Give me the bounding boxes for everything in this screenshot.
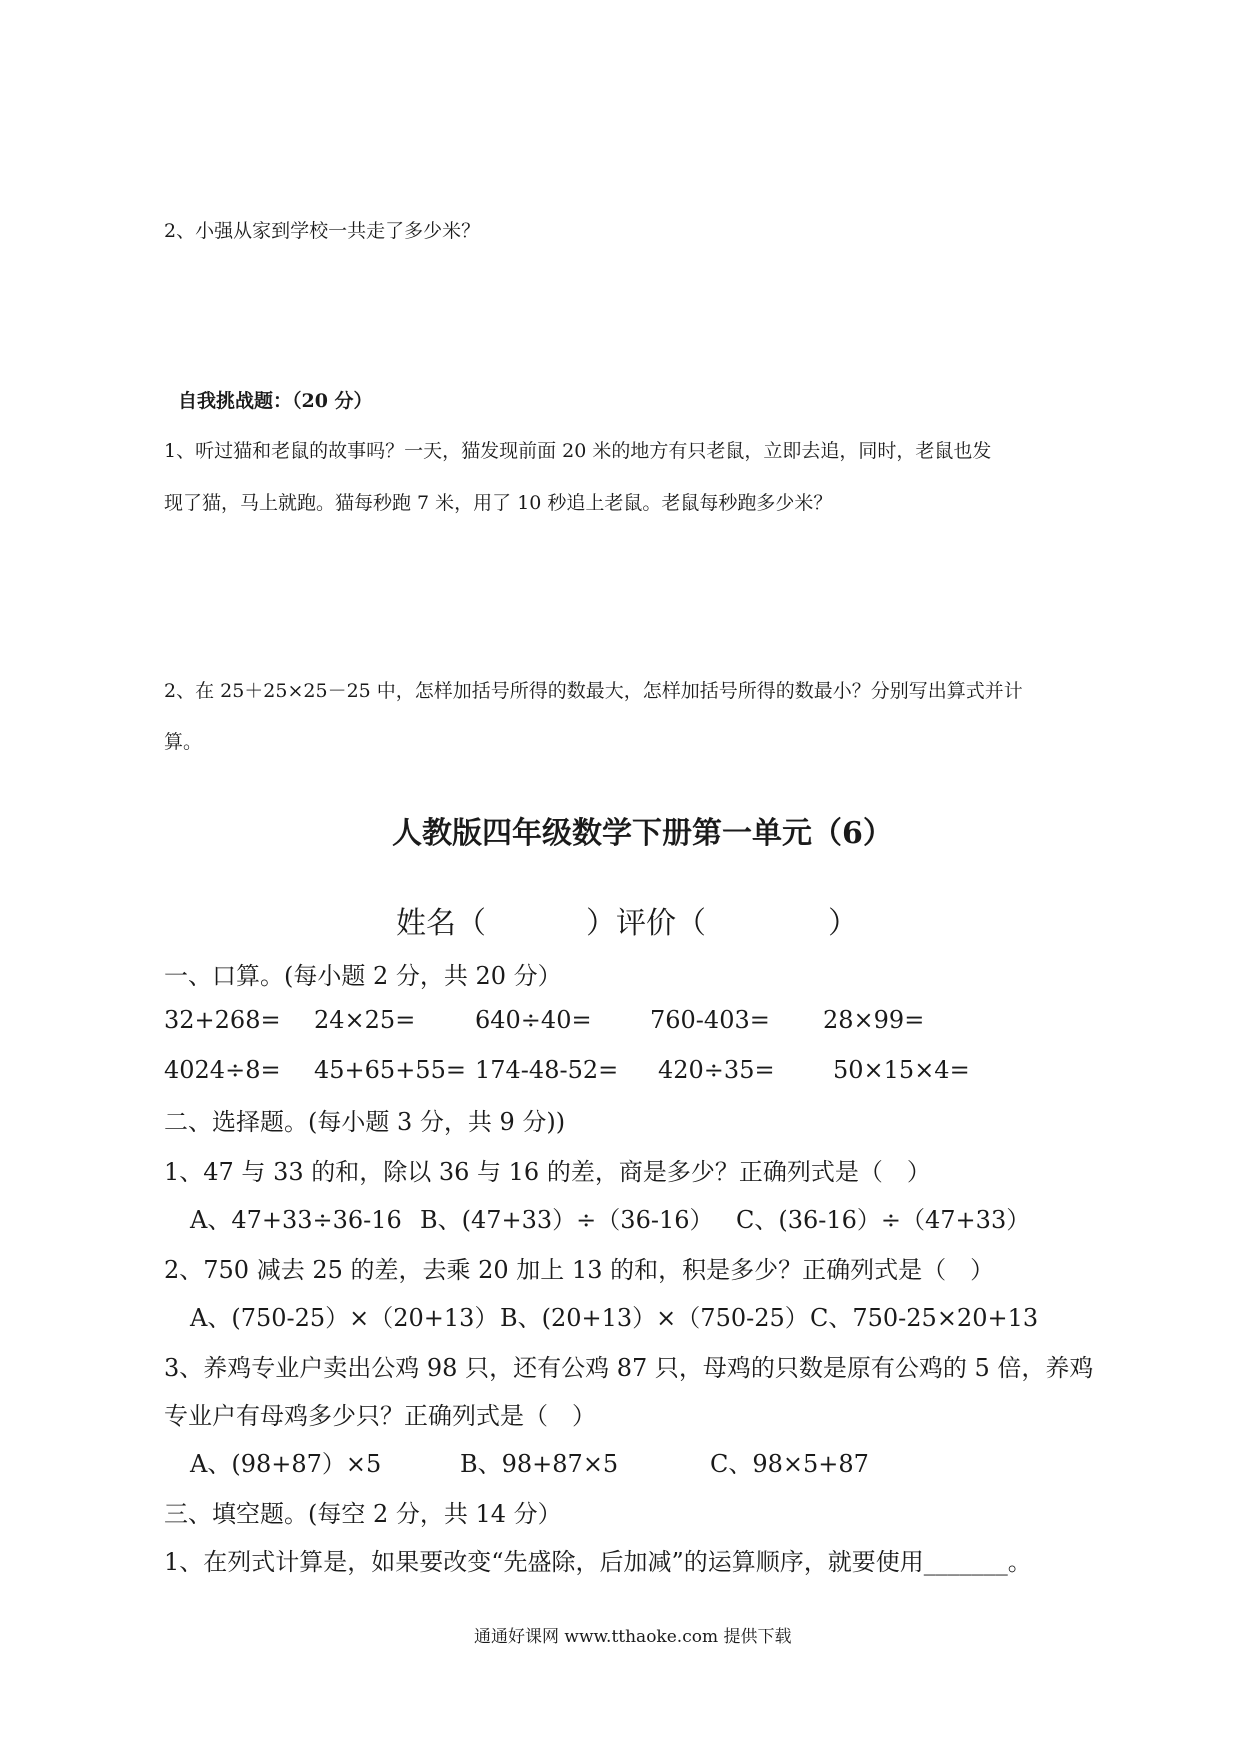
calc-item: 28×99= (823, 1006, 925, 1034)
choice-q2-option-a: A、(750-25）×（20+13） (190, 1304, 499, 1332)
choice-q3-option-b: B、98+87×5 (460, 1450, 619, 1478)
calc-item: 4024÷8= (164, 1056, 281, 1084)
calc-item: 640÷40= (475, 1006, 592, 1034)
section2-heading: 二、选择题。(每小题 3 分，共 9 分)) (164, 1108, 566, 1136)
calc-item: 50×15×4= (833, 1056, 970, 1084)
challenge-q1-line2: 现了猫，马上就跑。猫每秒跑 7 米，用了 10 秒追上老鼠。老鼠每秒跑多少米？ (164, 492, 833, 514)
choice-q1-option-a: A、47+33÷36-16 (190, 1206, 402, 1234)
challenge-q2-line2: 算。 (164, 731, 203, 753)
rating-close: ） (828, 906, 858, 941)
fill-q1: 1、在列式计算是，如果要改变“先盛除，后加减”的运算顺序，就要使用_______。 (164, 1548, 1032, 1576)
calc-item: 45+65+55= (314, 1056, 466, 1084)
choice-q3-line1: 3、养鸡专业户卖出公鸡 98 只，还有公鸡 87 只，母鸡的只数是原有公鸡的 5 倍，养鸡 (164, 1354, 1094, 1382)
choice-q3-line2: 专业户有母鸡多少只？正确列式是（ ） (164, 1402, 596, 1430)
calc-item: 24×25= (314, 1006, 416, 1034)
unit-title: 人教版四年级数学下册第一单元（6） (392, 816, 893, 851)
choice-q1: 1、47 与 33 的和，除以 36 与 16 的差，商是多少？正确列式是（ ） (164, 1158, 931, 1186)
challenge-q2-line1: 2、在 25＋25×25－25 中，怎样加括号所得的数最大，怎样加括号所得的数最小？分别写出算式并计 (164, 680, 1023, 702)
question-2-distance: 2、小强从家到学校一共走了多少米？ (164, 220, 481, 242)
calc-item: 174-48-52= (475, 1056, 619, 1084)
choice-q1-option-c: C、(36-16）÷（47+33） (736, 1206, 1031, 1234)
choice-q2: 2、750 减去 25 的差，去乘 20 加上 13 的和，积是多少？正确列式是（ ） (164, 1256, 995, 1284)
choice-q3-option-a: A、(98+87）×5 (190, 1450, 382, 1478)
calc-item: 760-403= (650, 1006, 770, 1034)
choice-q1-option-b: B、(47+33）÷（36-16） (420, 1206, 714, 1234)
choice-q3-option-c: C、98×5+87 (710, 1450, 869, 1478)
calc-item: 32+268= (164, 1006, 281, 1034)
calc-item: 420÷35= (658, 1056, 775, 1084)
section1-heading: 一、口算。(每小题 2 分，共 20 分） (164, 962, 562, 990)
challenge-q1-line1: 1、听过猫和老鼠的故事吗？一天，猫发现前面 20 米的地方有只老鼠，立即去追，同时，老鼠也发 (164, 440, 992, 462)
name-label: 姓名（ (396, 906, 486, 941)
challenge-heading: 自我挑战题：（20 分） (178, 390, 373, 412)
section3-heading: 三、填空题。(每空 2 分，共 14 分） (164, 1500, 562, 1528)
choice-q2-option-c: C、750-25×20+13 (810, 1304, 1039, 1332)
page-footer: 通通好课网 www.tthaoke.com 提供下载 (474, 1627, 792, 1647)
rating-label: ）评价（ (586, 906, 706, 941)
choice-q2-option-b: B、(20+13）×（750-25） (500, 1304, 809, 1332)
